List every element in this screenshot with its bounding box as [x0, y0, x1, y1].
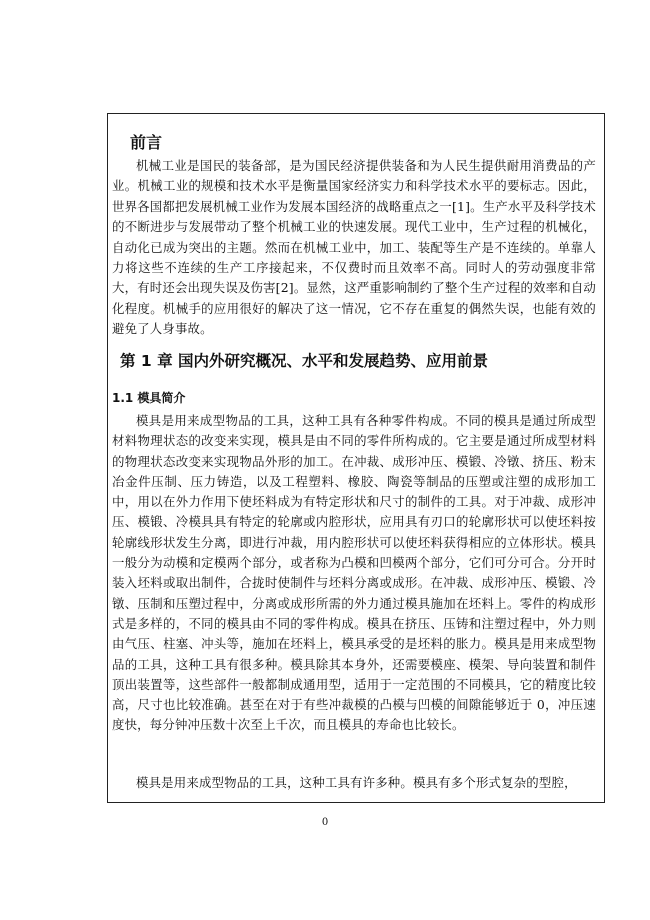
- section-paragraph-1: 模具是用来成型物品的工具，这种工具有各种零件构成。不同的模具是通过所成型材料物理状态的改变来实现，模具是由不同的零件所构成的。它主要是通过所成型材料的物理状态改变来实现物品外形的加工。在冲裁、成形冲压、模锻、冷镦、挤压、粉末冶金件压制、压力铸造，以及工程塑料、橡胶、陶瓷等制品的压塑或注塑的成形加工中，用以在外力作用下使坯料成为有特定形状和尺寸的制件的工具。对于冲裁、成形冲压、模锻、冷模具具有特定的轮廓或内腔形状，应用具有刃口的轮廓形状可以使坯料按轮廓线形状发生分离，即进行冲裁，用内腔形状可以使坯料获得相应的立体形状。模具一般分为动模和定模两个部分，或者称为凸模和凹模两个部分，它们可分可合。分开时装入坯料或取出制件，合拢时使制件与坯料分离或成形。在冲裁、成形冲压、模锻、冷镦、压制和压塑过程中，分离或成形所需的外力通过模具施加在坯料上。零件的构成形式是多样的，不同的模具由不同的零件构成。模具在挤压、压铸和注塑过程中，外力则由气压、柱塞、冲头等，施加在坯料上，模具承受的是坯料的胀力。模具是用来成型物品的工具，这种工具有很多种。模具除其本身外，还需要模座、模架、导向装置和制件顶出装置等，这些部件一般都制成通用型，适用于一定范围的不同模具，它的精度比较高，尺寸也比较准确。甚至在对于有些冲裁模的凸模与凹模的间隙能够近于 0，冲压速度快，每分钟冲压数十次至上千次，而且模具的寿命也比较长。: [112, 413, 596, 733]
- section-heading: 1.1 模具简介: [112, 391, 186, 405]
- section-paragraph-2: 模具是用来成型物品的工具，这种工具有许多种。模具有多个形式复杂的型腔，: [136, 775, 577, 790]
- page-number: 0: [321, 817, 329, 828]
- preface-heading: 前言: [130, 133, 163, 152]
- preface-paragraph: 机械工业是国民的装备部，是为国民经济提供装备和为人民生提供耐用消费品的产业。机械工业的规模和技术水平是衡量国家经济实力和科学技术水平的要标志。因此，世界各国都把发展机械工业作为发展本国经济的战略重点之一[1]。生产水平及科学技术的不断进步与发展带动了整个机械工业的快速发展。现代工业中，生产过程的机械化，自动化已成为突出的主题。然而在机械工业中，加工、装配等生产是不连续的。单靠人力将这些不连续的生产工序接起来，不仅费时而且效率不高。同时人的劳动强度非常大，有时还会出现失误及伤害[2]。显然，这严重影响制约了整个生产过程的效率和自动化程度。机械手的应用很好的解决了这一情况，它不存在重复的偶然失误，也能有效的避免了人身事故。: [112, 158, 597, 337]
- chapter-heading: 第 1 章 国内外研究概况、水平和发展趋势、应用前景: [120, 352, 488, 370]
